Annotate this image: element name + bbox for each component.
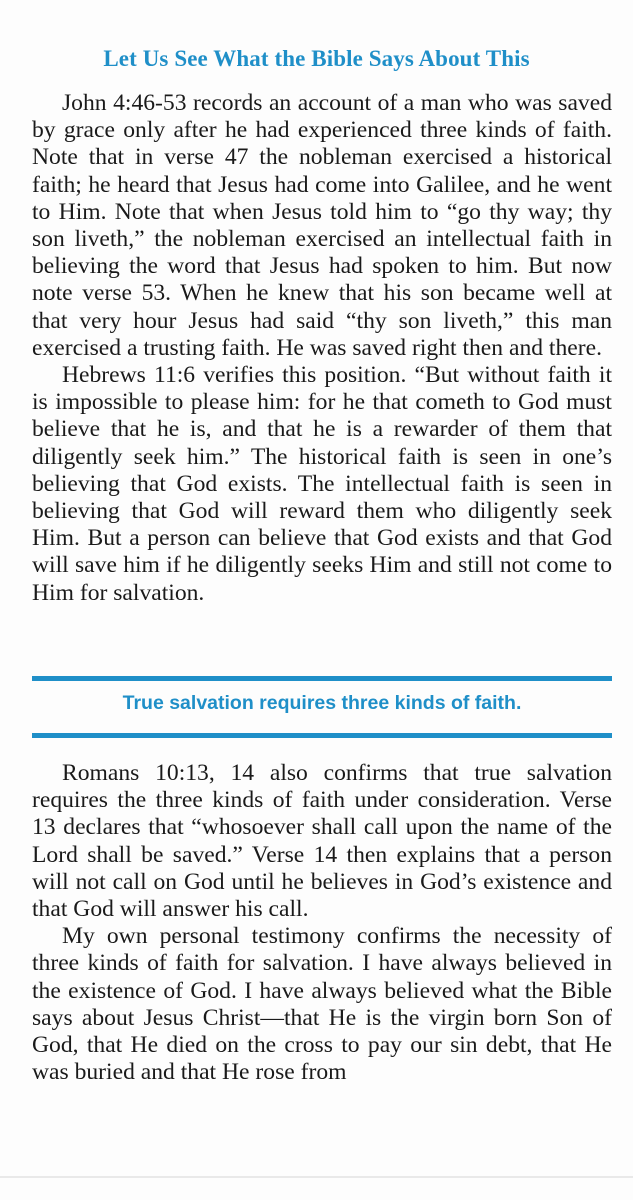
paragraph-testimony: My own personal testimony confirms the necessity of three kinds of faith for salvation. I have always believed in the existence of God. I have always believed what the Bible says about Jesus Christ—that He is the virgin born Son of God, that He died on the cross to pay our sin debt, that He was buried and that He rose from (32, 923, 612, 1086)
paragraph-romans: Romans 10:13, 14 also confirms that true salvation requires the three kinds of faith under consideration. Verse 13 declares that “whosoever shall call upon the name of the Lord shall be saved.” Verse 14 then explains that a person will not call on God until he believes in God’s existence and that God will answer his call. (32, 760, 612, 923)
paragraph-john: John 4:46-53 records an account of a man who was saved by grace only after he had experienced three kinds of faith. Note that in verse 47 the nobleman exercised a historical faith; he heard that Jesus had come into Galilee, and he went to Him. Note that when Jesus told him to “go thy way; thy son liveth,” the nobleman exercised an intellectual faith in believing the word that Jesus had spoken to him. But now note verse 53. When he knew that his son became well at that very hour Jesus had said “thy son liveth,” this man exercised a trusting faith. He was saved right then and there. (32, 90, 612, 361)
text-block-top (32, 90, 612, 607)
callout-rule-bottom (32, 733, 612, 738)
text-block-bottom (32, 760, 612, 1086)
pull-quote: True salvation requires three kinds of faith. (122, 692, 522, 714)
section-heading: Let Us See What the Bible Says About This (103, 46, 530, 71)
callout-rule-top (32, 676, 612, 681)
paragraph-hebrews: Hebrews 11:6 verifies this position. “But without faith it is impossible to please him: for he that cometh to God must believe that he is, and that he is a rewarder of them that diligently seek him.” The historical faith is seen in one’s believing that God exists. The intellectual faith is seen in believing that God will reward them who diligently seek Him. But a person can believe that God exists and that God will save him if he diligently seeks Him and still not come to Him for salvation. (32, 362, 612, 606)
page-edge-divider (0, 1176, 633, 1178)
